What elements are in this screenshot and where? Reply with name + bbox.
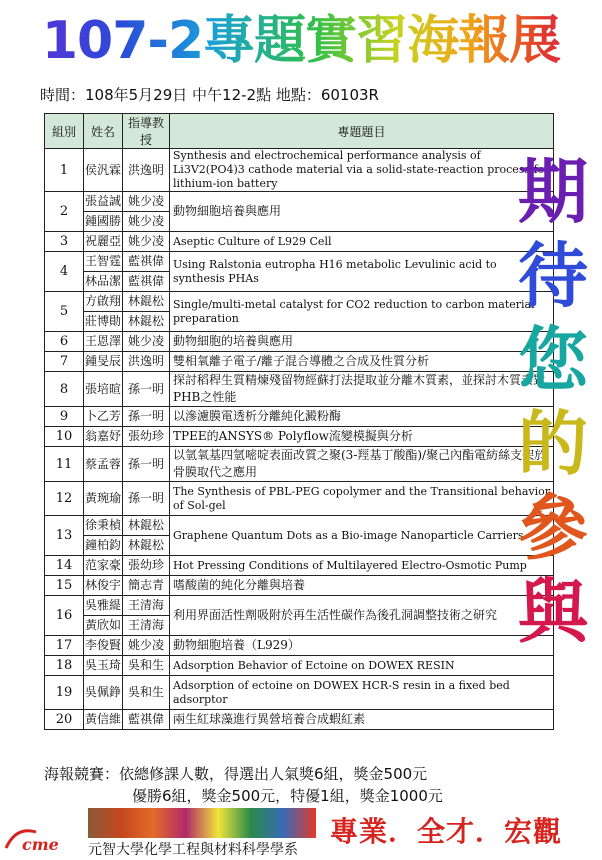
table-body (45, 149, 554, 730)
advisor-names (123, 252, 170, 292)
project-topic: Graphene Quantum Dots as a Bio-image Nanoparticle Carriers (170, 516, 554, 556)
vertical-slogan (508, 150, 598, 654)
student-names (84, 292, 123, 332)
student-name: 蔡孟蓉 (84, 456, 121, 471)
group-number: 20 (45, 710, 84, 730)
department-name: 元智大學化學工程與材料科學學系 (88, 842, 298, 858)
student-names (84, 232, 123, 252)
group-number: 10 (45, 427, 84, 447)
advisor-names (123, 232, 170, 252)
project-topic: 以滲濾膜電透析分離純化澱粉酶 (170, 407, 554, 427)
student-name: 卜乙芳 (84, 409, 121, 423)
student-name: 黃信維 (84, 712, 121, 726)
advisor-name: 簡志青 (127, 578, 164, 592)
advisor-name: 吳和生 (127, 685, 164, 699)
table-row (45, 372, 554, 407)
department-logo (2, 820, 82, 856)
poster-contest-info (44, 763, 443, 807)
student-names (84, 556, 123, 576)
student-name: 祝麗亞 (84, 234, 121, 248)
student-name: 吳雅緹 (84, 598, 121, 612)
project-topic: TPEE的ANSYS® Polyflow流變模擬與分析 (170, 427, 554, 447)
student-names (84, 676, 123, 710)
project-topic: 兩生紅球藻進行異營培養合成蝦紅素 (170, 710, 554, 730)
student-names (84, 352, 123, 372)
project-topic: 動物細胞培養（L929） (170, 636, 554, 656)
advisor-names (123, 292, 170, 332)
table-header-row (45, 114, 554, 149)
table-row (45, 407, 554, 427)
student-name: 翁嘉妤 (84, 429, 121, 443)
student-name: 吳玉琦 (84, 658, 121, 672)
group-number: 14 (45, 556, 84, 576)
advisor-name: 孫一明 (127, 456, 164, 471)
group-number: 16 (45, 596, 84, 636)
advisor-names (123, 427, 170, 447)
project-topic: 動物細胞培養與應用 (170, 192, 554, 232)
poster-title (0, 6, 602, 76)
table-row (45, 427, 554, 447)
student-name: 黃琬瑜 (84, 491, 121, 505)
advisor-name: 張幼珍 (127, 558, 164, 572)
student-name: 林品潔 (84, 271, 122, 291)
advisor-names (123, 482, 170, 516)
table-row (45, 576, 554, 596)
contest-line-2: 優勝6組，獎金500元，特優1組，獎金1000元 (132, 787, 443, 805)
advisor-name: 姚少凌 (127, 638, 164, 652)
advisor-names (123, 656, 170, 676)
advisor-names (123, 447, 170, 482)
advisor-name: 林錕松 (123, 535, 169, 555)
group-number: 19 (45, 676, 84, 710)
advisor-names (123, 149, 170, 192)
advisor-names (123, 192, 170, 232)
project-topic: 以氫氧基四氫嘧啶表面改質之聚(3-羥基丁酸酯)/聚己內酯電紡絲支架於骨膜取代之應用 (170, 447, 554, 482)
footer-photo-strip (88, 808, 316, 838)
student-names (84, 407, 123, 427)
table-row (45, 636, 554, 656)
project-topic: 利用界面活性劑吸附於再生活性碳作為後孔洞調整技術之研究 (170, 596, 554, 636)
project-topic: 嗜酸菌的純化分離與培養 (170, 576, 554, 596)
advisor-names (123, 710, 170, 730)
student-names (84, 596, 123, 636)
student-names (84, 149, 123, 192)
col-header-topic: 專題題目 (170, 114, 554, 149)
advisor-names (123, 576, 170, 596)
advisor-names (123, 636, 170, 656)
event-time-location: 時間：108年5月29日 中午12-2點 地點：60103R (40, 86, 379, 104)
student-name: 鍾旻辰 (84, 354, 121, 368)
project-topic: 動物細胞的培養與應用 (170, 332, 554, 352)
advisor-name: 孫一明 (127, 409, 164, 423)
slogan-char: 的 (518, 403, 588, 485)
advisor-name: 王清海 (123, 615, 169, 635)
student-name: 李俊賢 (84, 638, 121, 652)
student-name: 莊博勛 (84, 311, 122, 331)
table-row (45, 232, 554, 252)
advisor-name: 藍祺偉 (127, 712, 164, 726)
advisor-name: 孫一明 (127, 491, 164, 505)
advisor-name: 姚少凌 (127, 234, 164, 248)
poster-title-text: 107-2專題實習海報展 (0, 6, 602, 76)
advisor-name: 林錕松 (127, 294, 164, 308)
project-topic: Adsorption of ectoine on DOWEX HCR-S resin in a fixed bed adsorptor (170, 676, 554, 710)
group-number: 12 (45, 482, 84, 516)
footer-slogan: 專業．全才．宏觀 (330, 815, 563, 848)
table-row (45, 556, 554, 576)
advisor-name: 藍祺偉 (123, 271, 169, 291)
advisor-name: 洪逸明 (127, 354, 164, 368)
advisor-name: 姚少凌 (123, 211, 169, 231)
project-topic: Hot Pressing Conditions of Multilayered Electro-Osmotic Pump (170, 556, 554, 576)
student-name: 黃欣如 (84, 615, 122, 635)
advisor-name: 孫一明 (127, 381, 164, 396)
student-name: 徐秉楨 (84, 518, 121, 532)
col-header-name: 姓名 (84, 114, 123, 149)
advisor-name: 藍祺偉 (127, 254, 164, 268)
advisor-name: 姚少凌 (127, 334, 164, 348)
project-topic: 雙相氧離子電子/離子混合導體之合成及性質分析 (170, 352, 554, 372)
student-names (84, 482, 123, 516)
student-name: 吳佩錚 (84, 685, 121, 699)
table-row (45, 149, 554, 192)
advisor-name: 張幼珍 (127, 429, 164, 443)
group-number: 7 (45, 352, 84, 372)
student-name: 鐘柏鈞 (84, 535, 122, 555)
table-row (45, 516, 554, 556)
group-number: 18 (45, 656, 84, 676)
student-names (84, 636, 123, 656)
table-row (45, 482, 554, 516)
group-number: 1 (45, 149, 84, 192)
advisor-name: 林錕松 (127, 518, 164, 532)
student-name: 鍾國勝 (84, 211, 122, 231)
advisor-names (123, 332, 170, 352)
slogan-char: 待 (518, 235, 588, 317)
project-topic: 探討稻稈生質精煉殘留物經蘇打法提取並分離木質素，並探討木質素對PHB之性能 (170, 372, 554, 407)
group-number: 8 (45, 372, 84, 407)
group-number: 11 (45, 447, 84, 482)
student-names (84, 710, 123, 730)
student-names (84, 372, 123, 407)
slogan-char: 參 (518, 487, 588, 569)
advisor-name: 洪逸明 (127, 162, 164, 177)
group-number: 17 (45, 636, 84, 656)
slogan-char: 您 (518, 319, 588, 401)
advisor-names (123, 676, 170, 710)
table-row (45, 447, 554, 482)
advisor-name: 王清海 (127, 598, 164, 612)
group-number: 9 (45, 407, 84, 427)
student-name: 王智霆 (84, 254, 121, 268)
advisor-name: 吳和生 (127, 658, 164, 672)
group-number: 2 (45, 192, 84, 232)
topics-table (44, 113, 554, 730)
group-number: 5 (45, 292, 84, 332)
table-row (45, 596, 554, 636)
table-row (45, 332, 554, 352)
student-name: 林俊宇 (84, 578, 121, 592)
student-name: 范家豪 (84, 558, 121, 572)
group-number: 4 (45, 252, 84, 292)
student-names (84, 192, 123, 232)
project-topic: Using Ralstonia eutropha H16 metabolic Levulinic acid to synthesis PHAs (170, 252, 554, 292)
student-name: 侯汎霖 (84, 162, 121, 177)
advisor-names (123, 352, 170, 372)
student-names (84, 576, 123, 596)
advisor-names (123, 556, 170, 576)
slogan-char: 與 (518, 571, 588, 653)
project-topic: Adsorption Behavior of Ectoine on DOWEX RESIN (170, 656, 554, 676)
student-name: 張益誠 (84, 194, 121, 208)
group-number: 3 (45, 232, 84, 252)
project-topic: Single/multi-metal catalyst for CO2 reduction to carbon material preparation (170, 292, 554, 332)
group-number: 6 (45, 332, 84, 352)
student-names (84, 656, 123, 676)
student-names (84, 252, 123, 292)
table-row (45, 352, 554, 372)
student-names (84, 427, 123, 447)
advisor-name: 姚少凌 (127, 194, 164, 208)
advisor-names (123, 407, 170, 427)
student-names (84, 332, 123, 352)
student-name: 王恩澤 (84, 334, 121, 348)
svg-text:cme: cme (22, 835, 59, 854)
advisor-names (123, 596, 170, 636)
col-header-group: 組別 (45, 114, 84, 149)
student-name: 張培暄 (84, 381, 121, 396)
table-row (45, 252, 554, 292)
advisor-name: 林錕松 (123, 311, 169, 331)
contest-line-1: 海報競賽：依總修課人數，得選出人氣獎6組，獎金500元 (44, 765, 428, 783)
table-row (45, 710, 554, 730)
student-names (84, 447, 123, 482)
student-names (84, 516, 123, 556)
slogan-char: 期 (518, 151, 588, 233)
table-row (45, 292, 554, 332)
table-row (45, 676, 554, 710)
student-name: 方啟翔 (84, 294, 121, 308)
group-number: 13 (45, 516, 84, 556)
advisor-names (123, 372, 170, 407)
col-header-advisor: 指導教授 (123, 114, 170, 149)
advisor-names (123, 516, 170, 556)
project-topic: Synthesis and electrochemical performance analysis of Li3V2(PO4)3 cathode material via a solid-state-reaction process for lithium-ion battery (170, 149, 554, 192)
table-row (45, 656, 554, 676)
table-row (45, 192, 554, 232)
group-number: 15 (45, 576, 84, 596)
project-topic: Aseptic Culture of L929 Cell (170, 232, 554, 252)
project-topic: The Synthesis of PBL-PEG copolymer and the Transitional behavior of Sol-gel (170, 482, 554, 516)
